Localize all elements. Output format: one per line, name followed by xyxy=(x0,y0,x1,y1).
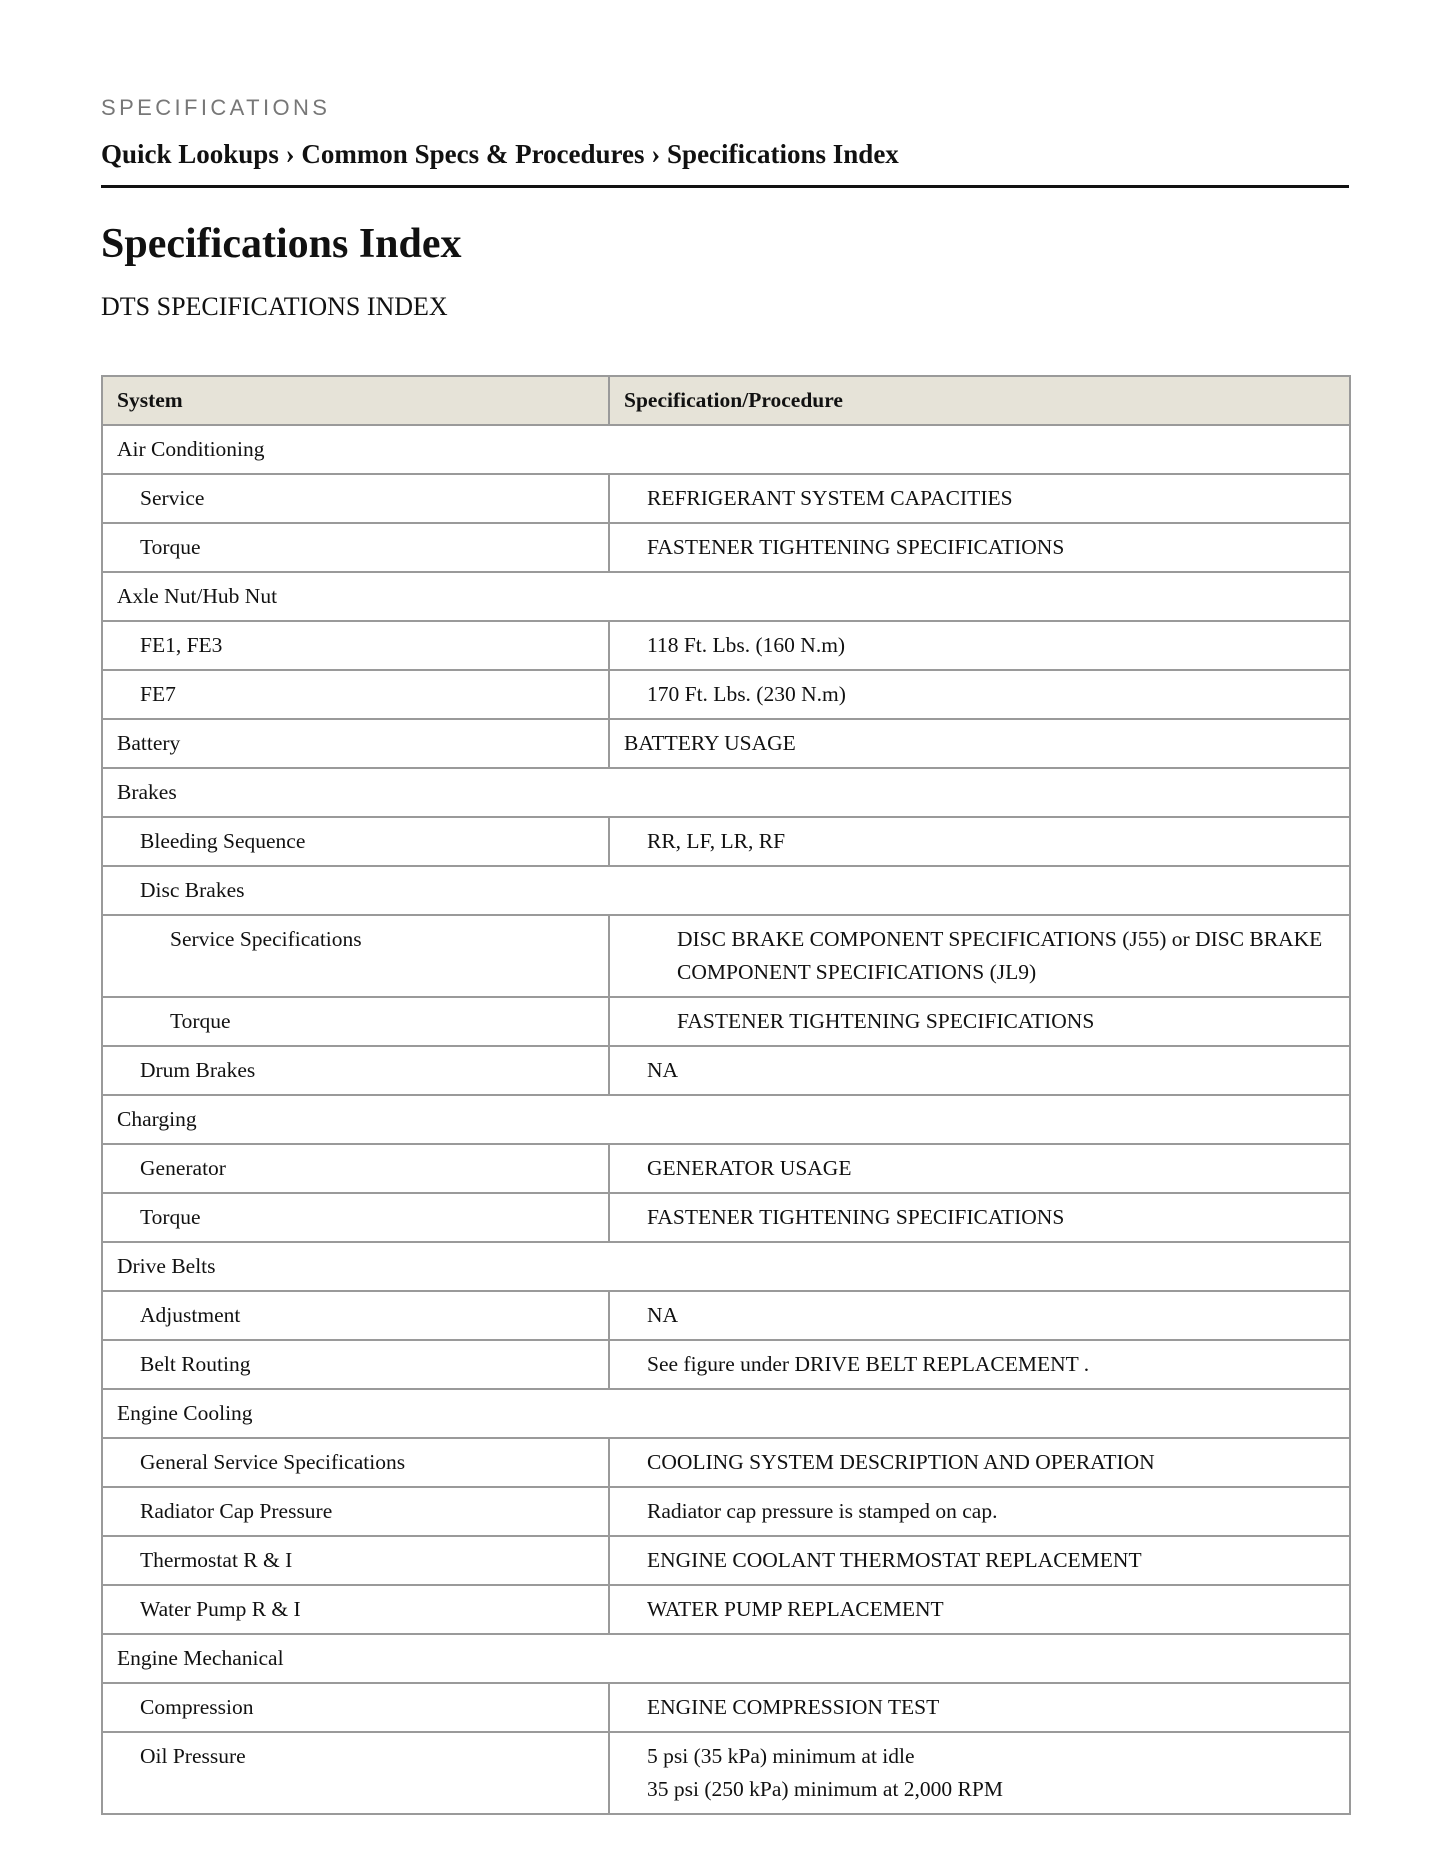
system-cell: Disc Brakes xyxy=(102,866,1350,915)
specification-cell: COOLING SYSTEM DESCRIPTION AND OPERATION xyxy=(609,1438,1350,1487)
table-row xyxy=(102,621,1350,670)
system-cell: FE1, FE3 xyxy=(102,621,609,670)
section-label: SPECIFICATIONS xyxy=(101,95,331,120)
system-cell: Drum Brakes xyxy=(102,1046,609,1095)
specification-cell: FASTENER TIGHTENING SPECIFICATIONS xyxy=(609,523,1350,572)
table-row xyxy=(102,1046,1350,1095)
table-row xyxy=(102,1536,1350,1585)
system-cell: Engine Mechanical xyxy=(102,1634,1350,1683)
table-group-row xyxy=(102,1389,1350,1438)
table-header-row xyxy=(102,376,1350,425)
breadcrumb: Quick Lookups › Common Specs & Procedures › Specifications Index xyxy=(101,139,899,169)
specification-cell xyxy=(609,1732,1350,1814)
page-subtitle: DTS SPECIFICATIONS INDEX xyxy=(101,292,448,321)
specification-cell: FASTENER TIGHTENING SPECIFICATIONS xyxy=(609,1193,1350,1242)
system-cell: Charging xyxy=(102,1095,1350,1144)
table-group-row xyxy=(102,1242,1350,1291)
specification-cell: Radiator cap pressure is stamped on cap. xyxy=(609,1487,1350,1536)
specification-cell: BATTERY USAGE xyxy=(609,719,1350,768)
table-row xyxy=(102,474,1350,523)
system-cell: Thermostat R & I xyxy=(102,1536,609,1585)
specification-cell: REFRIGERANT SYSTEM CAPACITIES xyxy=(609,474,1350,523)
specification-line: 5 psi (35 kPa) minimum at idle xyxy=(647,1744,915,1768)
system-cell: Engine Cooling xyxy=(102,1389,1350,1438)
specification-line: 35 psi (250 kPa) minimum at 2,000 RPM xyxy=(647,1777,1003,1801)
system-cell: FE7 xyxy=(102,670,609,719)
system-cell: Bleeding Sequence xyxy=(102,817,609,866)
system-cell: Service Specifications xyxy=(102,915,609,997)
system-cell: Water Pump R & I xyxy=(102,1585,609,1634)
table-row xyxy=(102,1732,1350,1814)
system-cell: Drive Belts xyxy=(102,1242,1350,1291)
table-group-row xyxy=(102,572,1350,621)
system-cell: Radiator Cap Pressure xyxy=(102,1487,609,1536)
system-cell: Battery xyxy=(102,719,609,768)
column-header-spec: Specification/Procedure xyxy=(609,376,1350,425)
table-group-row xyxy=(102,1095,1350,1144)
system-cell: Torque xyxy=(102,1193,609,1242)
table-row xyxy=(102,1291,1350,1340)
specifications-table xyxy=(101,375,1351,1815)
system-cell: Torque xyxy=(102,523,609,572)
column-header-system: System xyxy=(102,376,609,425)
table-row xyxy=(102,1487,1350,1536)
table-group-row xyxy=(102,425,1350,474)
table-row xyxy=(102,1144,1350,1193)
specification-cell: RR, LF, LR, RF xyxy=(609,817,1350,866)
table-row xyxy=(102,1585,1350,1634)
specification-cell: ENGINE COMPRESSION TEST xyxy=(609,1683,1350,1732)
specification-cell: 170 Ft. Lbs. (230 N.m) xyxy=(609,670,1350,719)
page-title: Specifications Index xyxy=(101,221,462,267)
system-cell: Adjustment xyxy=(102,1291,609,1340)
table-group-row xyxy=(102,866,1350,915)
table-group-row xyxy=(102,1634,1350,1683)
specification-cell: ENGINE COOLANT THERMOSTAT REPLACEMENT xyxy=(609,1536,1350,1585)
table-row xyxy=(102,1438,1350,1487)
system-cell: Belt Routing xyxy=(102,1340,609,1389)
specification-cell: WATER PUMP REPLACEMENT xyxy=(609,1585,1350,1634)
system-cell: Torque xyxy=(102,997,609,1046)
document-page xyxy=(101,95,1349,1815)
table-row xyxy=(102,670,1350,719)
table-group-row xyxy=(102,768,1350,817)
specification-cell: See figure under DRIVE BELT REPLACEMENT . xyxy=(609,1340,1350,1389)
table-row xyxy=(102,915,1350,997)
system-cell: Service xyxy=(102,474,609,523)
specification-cell: DISC BRAKE COMPONENT SPECIFICATIONS (J55) or DISC BRAKE COMPONENT SPECIFICATIONS (JL9) xyxy=(609,915,1350,997)
specification-cell: GENERATOR USAGE xyxy=(609,1144,1350,1193)
table-row xyxy=(102,1193,1350,1242)
specification-cell: 118 Ft. Lbs. (160 N.m) xyxy=(609,621,1350,670)
system-cell: Oil Pressure xyxy=(102,1732,609,1814)
table-row xyxy=(102,719,1350,768)
system-cell: Brakes xyxy=(102,768,1350,817)
table-body xyxy=(102,425,1350,1814)
header-divider xyxy=(101,185,1349,188)
table-row xyxy=(102,1340,1350,1389)
specification-cell: NA xyxy=(609,1291,1350,1340)
specification-cell: NA xyxy=(609,1046,1350,1095)
specification-cell: FASTENER TIGHTENING SPECIFICATIONS xyxy=(609,997,1350,1046)
system-cell: Compression xyxy=(102,1683,609,1732)
system-cell: Air Conditioning xyxy=(102,425,1350,474)
table-row xyxy=(102,997,1350,1046)
system-cell: Axle Nut/Hub Nut xyxy=(102,572,1350,621)
table-row xyxy=(102,1683,1350,1732)
system-cell: General Service Specifications xyxy=(102,1438,609,1487)
system-cell: Generator xyxy=(102,1144,609,1193)
table-row xyxy=(102,523,1350,572)
table-row xyxy=(102,817,1350,866)
